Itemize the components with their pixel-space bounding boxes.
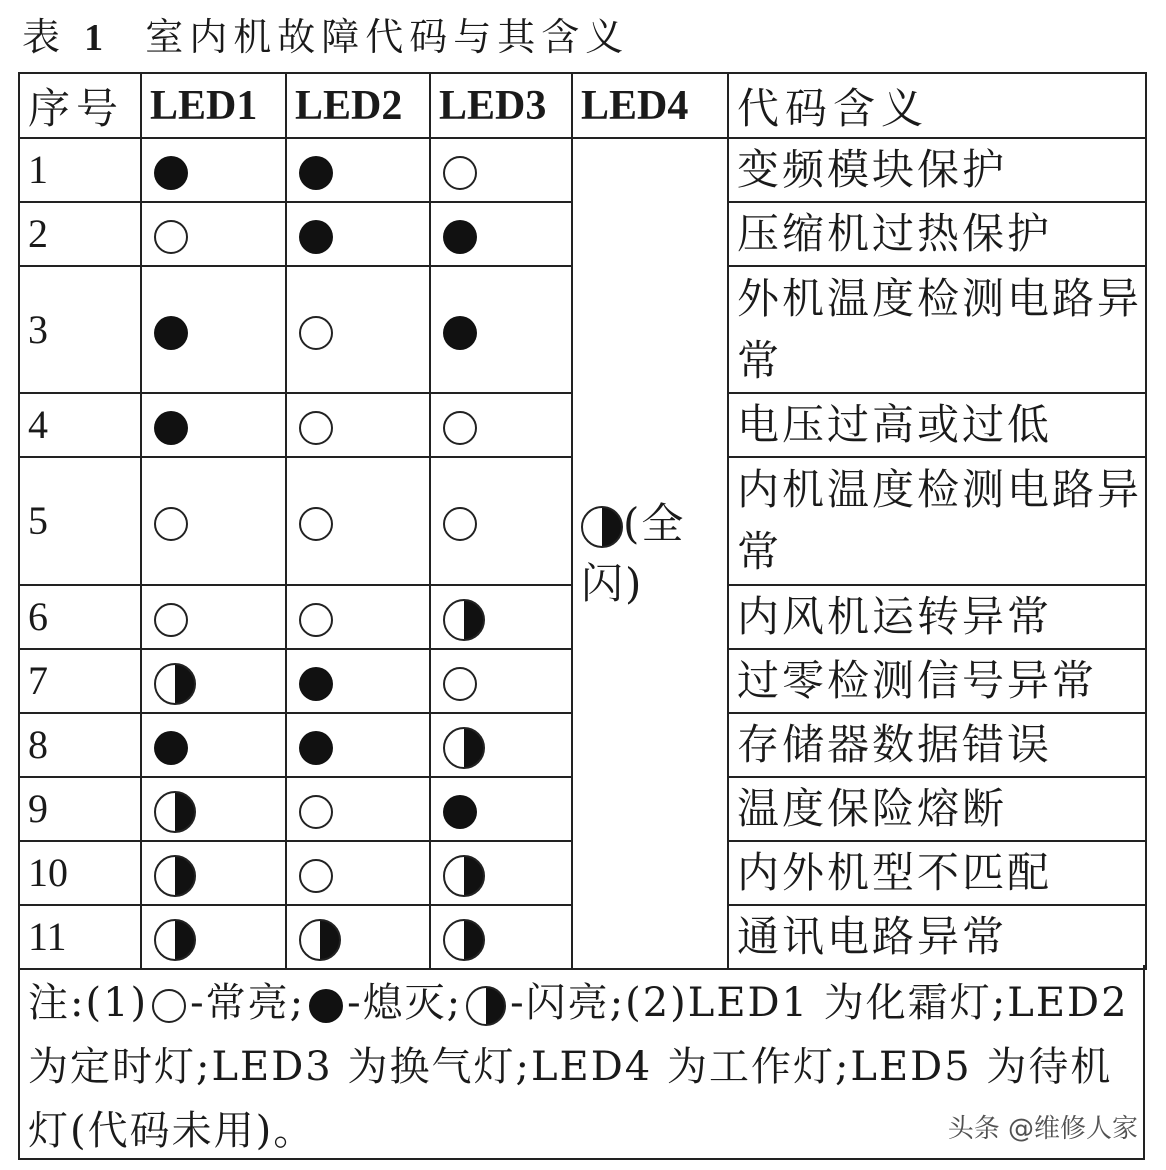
led2-cell bbox=[286, 841, 430, 905]
led2-cell bbox=[286, 138, 430, 202]
led-on-icon bbox=[299, 507, 333, 541]
led-on-icon bbox=[443, 667, 477, 701]
led2-cell bbox=[286, 202, 430, 266]
header-meaning: 代码含义 bbox=[728, 73, 1146, 138]
watermark: 头条 @维修人家 bbox=[947, 1114, 1138, 1144]
led-on-icon bbox=[299, 859, 333, 893]
row-number: 3 bbox=[19, 266, 141, 393]
meaning-cell: 内外机型不匹配 bbox=[728, 841, 1146, 905]
led2-cell bbox=[286, 905, 430, 969]
led3-cell bbox=[430, 202, 572, 266]
led-off-icon bbox=[154, 316, 188, 350]
led4-cell: (全闪) bbox=[572, 138, 728, 969]
led-off-icon bbox=[154, 411, 188, 445]
led-on-icon bbox=[299, 795, 333, 829]
row-number: 7 bbox=[19, 649, 141, 713]
led2-cell bbox=[286, 393, 430, 457]
meaning-cell: 电压过高或过低 bbox=[728, 393, 1146, 457]
led-off-icon bbox=[299, 220, 333, 254]
led-flash-icon bbox=[443, 599, 485, 641]
row-number: 9 bbox=[19, 777, 141, 841]
row-number: 11 bbox=[19, 905, 141, 969]
led1-cell bbox=[141, 905, 286, 969]
led-on-icon bbox=[154, 220, 188, 254]
led1-cell bbox=[141, 266, 286, 393]
led-on-icon bbox=[154, 507, 188, 541]
meaning-cell: 通讯电路异常 bbox=[728, 905, 1146, 969]
led2-cell bbox=[286, 266, 430, 393]
led2-cell bbox=[286, 649, 430, 713]
header-no: 序号 bbox=[19, 73, 141, 138]
led-off-icon bbox=[443, 795, 477, 829]
led2-cell bbox=[286, 777, 430, 841]
row-number: 2 bbox=[19, 202, 141, 266]
led3-cell bbox=[430, 713, 572, 777]
led-flash-icon bbox=[154, 663, 196, 705]
row-number: 6 bbox=[19, 585, 141, 649]
led-on-icon bbox=[299, 316, 333, 350]
led-off-icon bbox=[299, 667, 333, 701]
led3-cell bbox=[430, 649, 572, 713]
led3-cell bbox=[430, 138, 572, 202]
led1-cell bbox=[141, 393, 286, 457]
flash-symbol-icon bbox=[466, 986, 506, 1026]
meaning-cell: 过零检测信号异常 bbox=[728, 649, 1146, 713]
table-row bbox=[19, 138, 1146, 202]
off-symbol-icon bbox=[309, 989, 343, 1023]
led-on-icon bbox=[443, 507, 477, 541]
led-flash-icon bbox=[154, 919, 196, 961]
led2-cell bbox=[286, 713, 430, 777]
table-note: 注:(1) -常亮; -熄灭; -闪亮;(2)LED1 为化霜灯;LED2 为定时灯;LED3 为换气灯;LED4 为工作灯;LED5 为待机灯(代码未用)。 bbox=[18, 965, 1145, 1160]
header-led1: LED1 bbox=[141, 73, 286, 138]
row-number: 4 bbox=[19, 393, 141, 457]
on-symbol-icon bbox=[152, 989, 186, 1023]
led-off-icon bbox=[154, 731, 188, 765]
led-on-icon bbox=[299, 603, 333, 637]
led3-cell bbox=[430, 393, 572, 457]
fault-code-table bbox=[18, 72, 1147, 970]
meaning-cell: 内风机运转异常 bbox=[728, 585, 1146, 649]
led3-cell bbox=[430, 905, 572, 969]
led3-cell bbox=[430, 457, 572, 585]
led-on-icon bbox=[443, 156, 477, 190]
led-on-icon bbox=[154, 603, 188, 637]
header-led3: LED3 bbox=[430, 73, 572, 138]
led1-cell bbox=[141, 202, 286, 266]
row-number: 5 bbox=[19, 457, 141, 585]
led-flash-icon bbox=[443, 919, 485, 961]
led-flash-icon bbox=[154, 855, 196, 897]
row-number: 1 bbox=[19, 138, 141, 202]
led-off-icon bbox=[443, 220, 477, 254]
header-led4: LED4 bbox=[572, 73, 728, 138]
led2-cell bbox=[286, 457, 430, 585]
led-off-icon bbox=[299, 731, 333, 765]
led-on-icon bbox=[299, 411, 333, 445]
led2-cell bbox=[286, 585, 430, 649]
led3-cell bbox=[430, 585, 572, 649]
header-led2: LED2 bbox=[286, 73, 430, 138]
meaning-cell: 压缩机过热保护 bbox=[728, 202, 1146, 266]
led1-cell bbox=[141, 841, 286, 905]
meaning-cell: 变频模块保护 bbox=[728, 138, 1146, 202]
led-flash-icon bbox=[299, 919, 341, 961]
led-off-icon bbox=[154, 156, 188, 190]
led3-cell bbox=[430, 777, 572, 841]
led1-cell bbox=[141, 585, 286, 649]
meaning-cell: 外机温度检测电路异常 bbox=[728, 266, 1146, 393]
led3-cell bbox=[430, 841, 572, 905]
led1-cell bbox=[141, 777, 286, 841]
table-title: 表 1 室内机故障代码与其含义 bbox=[22, 15, 630, 59]
row-number: 8 bbox=[19, 713, 141, 777]
led1-cell bbox=[141, 713, 286, 777]
led1-cell bbox=[141, 649, 286, 713]
meaning-cell: 存储器数据错误 bbox=[728, 713, 1146, 777]
led1-cell bbox=[141, 457, 286, 585]
meaning-cell: 内机温度检测电路异常 bbox=[728, 457, 1146, 585]
led-on-icon bbox=[443, 411, 477, 445]
meaning-cell: 温度保险熔断 bbox=[728, 777, 1146, 841]
led1-cell bbox=[141, 138, 286, 202]
led-off-icon bbox=[443, 316, 477, 350]
led-off-icon bbox=[299, 156, 333, 190]
led-flash-icon bbox=[581, 506, 623, 548]
led3-cell bbox=[430, 266, 572, 393]
row-number: 10 bbox=[19, 841, 141, 905]
led-flash-icon bbox=[443, 855, 485, 897]
led-flash-icon bbox=[443, 727, 485, 769]
led-flash-icon bbox=[154, 791, 196, 833]
